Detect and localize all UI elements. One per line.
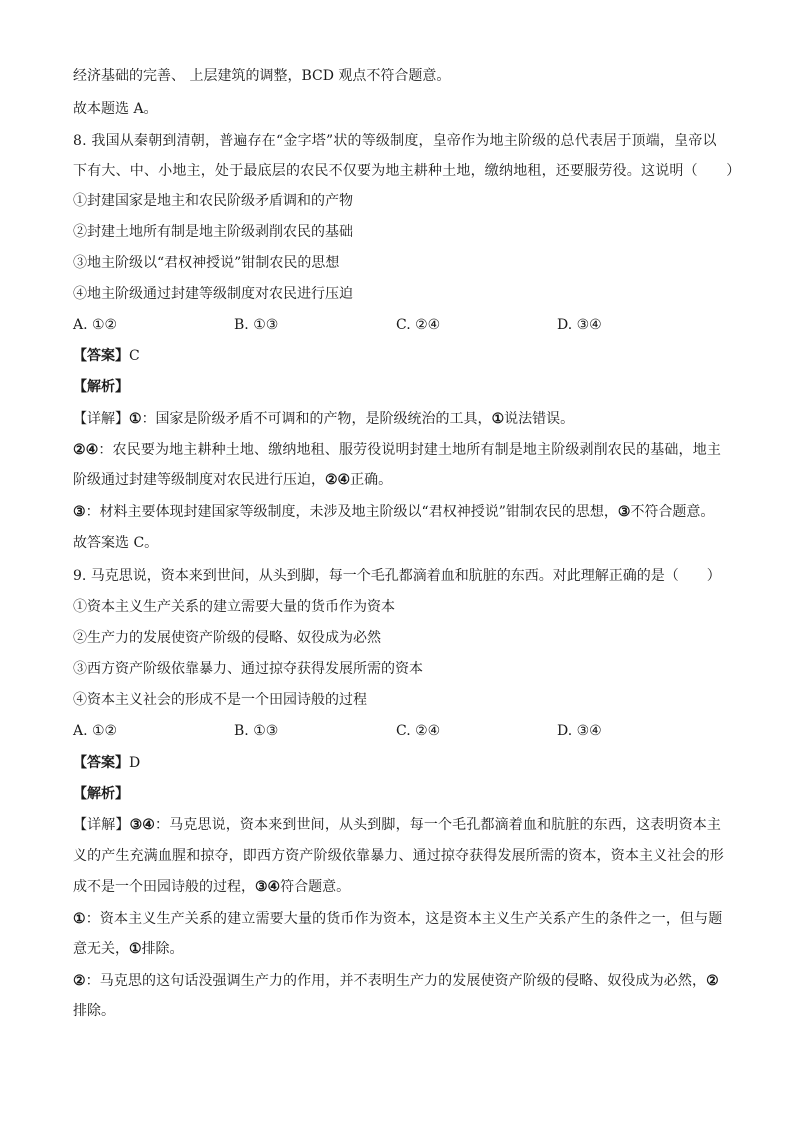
- q8-option-b: B. ①③: [234, 317, 279, 333]
- q8-option-c: C. ②④: [396, 317, 441, 333]
- q9-analysis-label: 【解析】: [73, 786, 129, 802]
- q8-d3-mark: ③: [617, 504, 631, 520]
- q9-d1-text1: ：马克思说，资本来到世间，从头到脚，每一个毛孔都滴着血和肮脏的东西，这表明资本主: [155, 817, 722, 833]
- q9-d2-mark: ①: [129, 941, 142, 957]
- q9-d1-end: 符合题意。: [280, 879, 351, 895]
- q9-d2-prefix: ①: [73, 911, 86, 927]
- q9-answer-line: [73, 753, 733, 773]
- q8-d3-text: ：材料主要体现封建国家等级制度，未涉及地主阶级以“君权神授说”钳制农民的思想，: [85, 504, 618, 520]
- q8-option-d: D. ③④: [557, 317, 602, 333]
- q9-d3-prefix: ②: [73, 973, 86, 989]
- q8-conclusion: 故答案选 C。: [73, 535, 159, 551]
- intro-line-1: 经济基础的完善、 上层建筑的调整，BCD 观点不符合题意。: [73, 68, 451, 84]
- q9-detail-line-4: [73, 909, 733, 929]
- q9-option-d: D. ③④: [557, 723, 602, 739]
- q8-answer-label: 【答案】: [73, 348, 129, 364]
- intro-line-2: 故本题选 A。: [73, 101, 158, 117]
- q9-detail-line-7: 排除。: [73, 1003, 115, 1019]
- q8-option-a: A. ①②: [73, 317, 118, 333]
- q9-d3-mark: ②: [706, 973, 719, 989]
- q8-item-1: ①封建国家是地主和农民阶级矛盾调和的产物: [73, 193, 353, 209]
- q8-detail-label: 【详解】: [73, 411, 129, 427]
- q8-d3-end: 不符合题意。: [630, 504, 715, 520]
- q8-answer-value: C: [129, 348, 140, 364]
- q9-d2-text1: ：资本主义生产关系的建立需要大量的货币作为资本，这是资本主义生产关系产生的条件之一，但与题: [85, 911, 723, 927]
- q8-d1-text: ：国家是阶级矛盾不可调和的产物，是阶级统治的工具，: [141, 411, 492, 427]
- q8-stem-line-2: 下有大、中、小地主，处于最底层的农民不仅要为地主耕种土地，缴纳地租，还要服劳役。这说明（ ）: [73, 163, 741, 179]
- q8-item-3: ③地主阶级以“君权神授说”钳制农民的思想: [73, 255, 340, 271]
- q8-detail-line-3: [73, 470, 733, 490]
- q8-d2-text2: 阶级通过封建等级制度对农民进行压迫，: [73, 472, 325, 488]
- q9-d2-text2: 意无关，: [73, 941, 129, 957]
- q9-stem: 9. 马克思说，资本来到世间，从头到脚，每一个毛孔都滴着血和肮脏的东西。对此理解正确的是（ ）: [73, 568, 721, 584]
- q9-item-3: ③西方资产阶级依靠暴力、通过掠夺获得发展所需的资本: [73, 661, 423, 677]
- q9-item-4: ④资本主义社会的形成不是一个田园诗般的过程: [73, 692, 367, 708]
- q9-option-c: C. ②④: [396, 723, 441, 739]
- q9-detail-line-5: [73, 939, 733, 959]
- q9-d1-mark: ③④: [255, 879, 281, 895]
- q9-detail-label: 【详解】: [73, 817, 130, 833]
- q9-d3-text1: ：马克思的这句话没强调生产力的作用，并不表明生产力的发展使资产阶级的侵略、奴役成为必然，: [85, 973, 707, 989]
- q9-d1-text3: 成不是一个田园诗般的过程，: [73, 879, 255, 895]
- q8-d1-prefix: ①: [129, 411, 142, 427]
- q8-item-2: ②封建土地所有制是地主阶级剥削农民的基础: [73, 224, 353, 240]
- q8-stem-line-1: 8. 我国从秦朝到清朝，普遍存在“金字塔”状的等级制度，皇帝作为地主阶级的总代表居于顶端，皇帝以: [73, 133, 717, 149]
- q8-detail-line-4: [73, 502, 733, 522]
- q8-d1-end: 说法错误。: [504, 411, 575, 427]
- q8-d2-prefix: ②④: [73, 442, 99, 458]
- q8-d2-mark: ②④: [325, 472, 351, 488]
- q8-d2-text1: ：农民要为地主耕种土地、缴纳地租、服劳役说明封建土地所有制是地主阶级剥削农民的基础，地主: [98, 442, 722, 458]
- q9-d1-prefix: ③④: [129, 817, 156, 833]
- q9-detail-line-2: 义的产生充满血腥和掠夺，即西方资产阶级依靠暴力、通过掠夺获得发展所需的资本，资本主义社会的形: [73, 848, 724, 864]
- q9-d2-end: 排除。: [141, 941, 184, 957]
- q8-item-4: ④地主阶级通过封建等级制度对农民进行压迫: [73, 286, 353, 302]
- q8-d2-end: 正确。: [350, 472, 393, 488]
- q9-item-1: ①资本主义生产关系的建立需要大量的货币作为资本: [73, 599, 395, 615]
- q8-answer-line: [73, 346, 733, 366]
- q8-d1-mark: ①: [491, 411, 505, 427]
- q9-detail-line-3: [73, 877, 733, 897]
- q9-answer-value: D: [129, 755, 141, 771]
- q9-detail-line-1: [73, 815, 733, 835]
- q9-detail-line-6: [73, 971, 733, 991]
- q9-option-a: A. ①②: [73, 723, 118, 739]
- q9-option-b: B. ①③: [234, 723, 279, 739]
- q8-d3-prefix: ③: [73, 504, 86, 520]
- q9-answer-label: 【答案】: [73, 755, 129, 771]
- q8-detail-line-1: [73, 409, 733, 429]
- q8-analysis-label: 【解析】: [73, 379, 129, 395]
- q9-item-2: ②生产力的发展使资产阶级的侵略、奴役成为必然: [73, 630, 381, 646]
- q8-detail-line-2: [73, 440, 733, 460]
